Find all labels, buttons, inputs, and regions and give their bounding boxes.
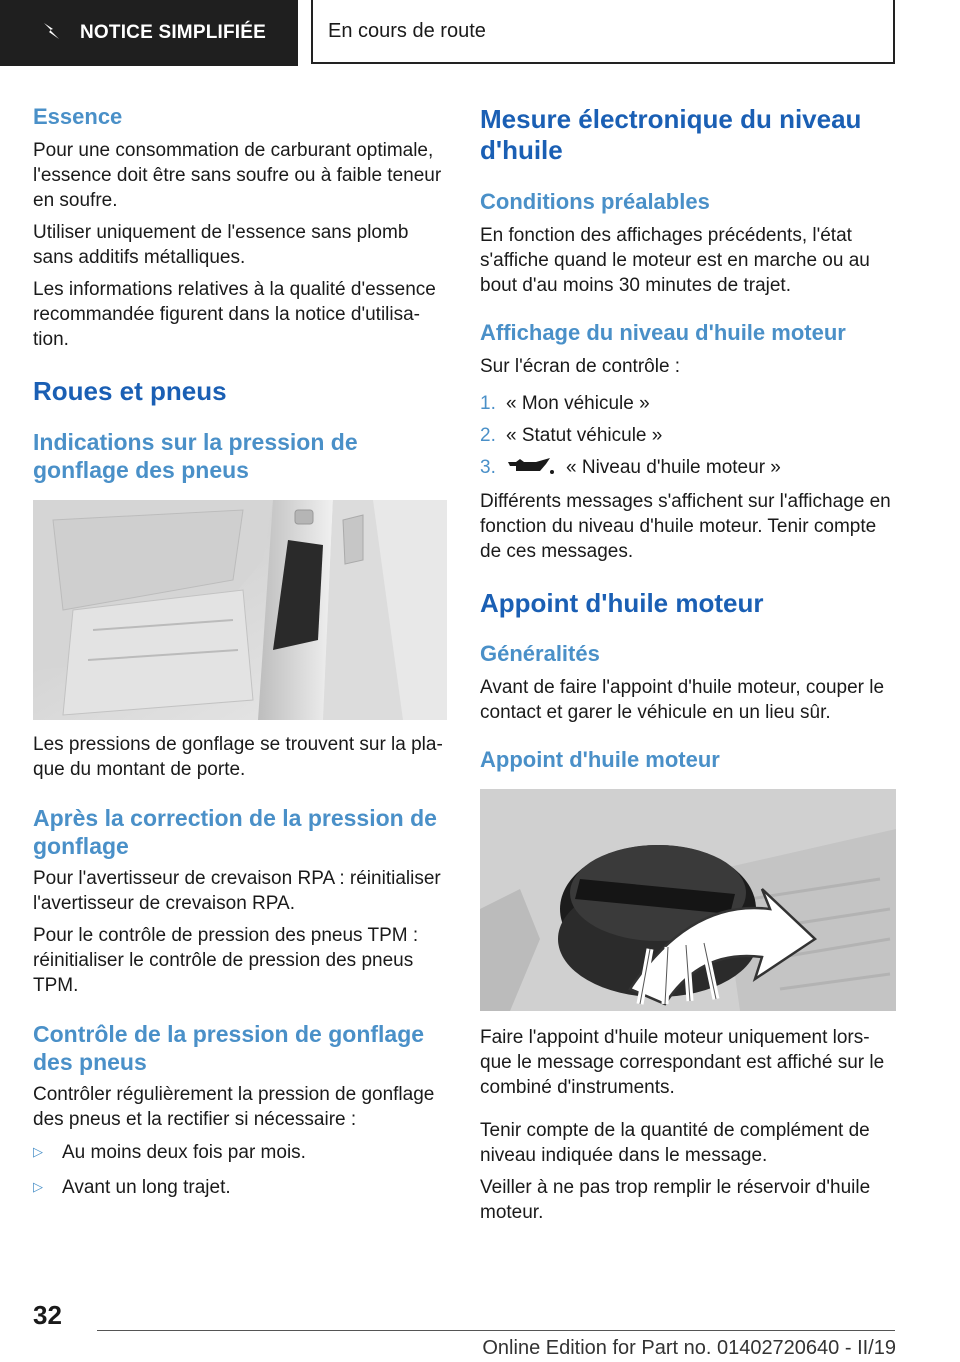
oil-cap-image — [480, 789, 896, 1011]
refill-paragraph-1: Faire l'appoint d'huile moteur uniquement lors-que le message correspondant est affiché sur le combiné d'instruments. — [480, 1027, 885, 1098]
list-item: 3. « Niveau d'huile moteur » — [480, 455, 896, 483]
oil-can-icon — [506, 456, 554, 483]
wheels-heading: Roues et pneus — [33, 376, 227, 406]
general-paragraph: Avant de faire l'appoint d'huile moteur, couper le contact et garer le véhicule en un lieu sûr. — [480, 677, 885, 723]
list-item: ▷ Avant un long trajet. — [33, 1174, 447, 1200]
header-section-title: En cours de route — [311, 0, 895, 64]
check-list — [33, 1139, 447, 1200]
page-number: 32 — [33, 1300, 62, 1330]
page-header — [0, 0, 960, 66]
list-item: 2. « Statut véhicule » — [480, 425, 663, 446]
oil-display-paragraph-2: Différents messages s'affichent sur l'affichage en fonction du niveau d'huile moteur. Tenir compte de ces messages. — [480, 491, 891, 562]
door-pillar-image — [33, 500, 447, 720]
pressure-caption: Les pressions de gonflage se trouvent sur la pla-que du montant de porte. — [33, 734, 443, 780]
list-item: ▷ Au moins deux fois par mois. — [33, 1139, 447, 1165]
prerequisites-paragraph: En fonction des affichages précédents, l'état s'affiche quand le moteur est en marche ou au bout d'au moins 30 minutes de trajet. — [480, 225, 870, 296]
refill-heading: Appoint d'huile moteur — [480, 588, 764, 618]
oil-display-paragraph: Sur l'écran de contrôle : — [480, 356, 681, 377]
after-paragraph-2: Pour le contrôle de pression des pneus TPM : réinitialiser le contrôle de pression des pneus TPM. — [33, 925, 419, 996]
refill-paragraph-3: Veiller à ne pas trop remplir le réservoir d'huile moteur. — [480, 1177, 871, 1223]
essence-paragraph-3: Les informations relatives à la qualité d'essence recommandée figurent dans la notice d'utilisa-tion. — [33, 279, 436, 350]
header-tab-label: NOTICE SIMPLIFIÉE — [80, 22, 267, 43]
left-column — [33, 104, 447, 1200]
after-paragraph-1: Pour l'avertisseur de crevaison RPA : réinitialiser l'avertisseur de crevaison RPA. — [33, 868, 441, 914]
pressure-heading: Indications sur la pression de gonflage des pneus — [33, 429, 358, 483]
after-correction-heading: Après la correction de la pression de gonflage — [33, 805, 437, 859]
refill-subheading: Appoint d'huile moteur — [480, 747, 720, 772]
footer-divider — [97, 1330, 895, 1331]
refill-paragraph-2: Tenir compte de la quantité de complément de niveau indiquée dans le message. — [480, 1120, 870, 1166]
oil-display-steps — [480, 391, 896, 483]
spark-icon — [42, 21, 62, 46]
triangle-bullet-icon: ▷ — [33, 1179, 43, 1194]
check-pressure-heading: Contrôle de la pression de gonflage des pneus — [33, 1021, 425, 1075]
general-heading: Généralités — [480, 641, 600, 666]
header-tab-simplified[interactable] — [0, 0, 298, 66]
check-paragraph: Contrôler régulièrement la pression de gonflage des pneus et la rectifier si nécessaire : — [33, 1084, 435, 1130]
footer-edition: Online Edition for Part no. 01402720640 - II/19 — [482, 1337, 896, 1359]
essence-heading: Essence — [33, 104, 123, 129]
triangle-bullet-icon: ▷ — [33, 1144, 43, 1159]
oil-display-heading: Affichage du niveau d'huile moteur — [480, 320, 846, 345]
list-item: 1. « Mon véhicule » — [480, 393, 650, 414]
right-column — [480, 104, 896, 1225]
essence-paragraph-2: Utiliser uniquement de l'essence sans plomb sans additifs métalliques. — [33, 222, 409, 268]
essence-paragraph-1: Pour une consommation de carburant optimale, l'essence doit être sans soufre ou à faible teneur en soufre. — [33, 140, 442, 211]
prerequisites-heading: Conditions préalables — [480, 189, 710, 214]
oil-level-heading: Mesure électronique du niveau d'huile — [480, 104, 862, 165]
